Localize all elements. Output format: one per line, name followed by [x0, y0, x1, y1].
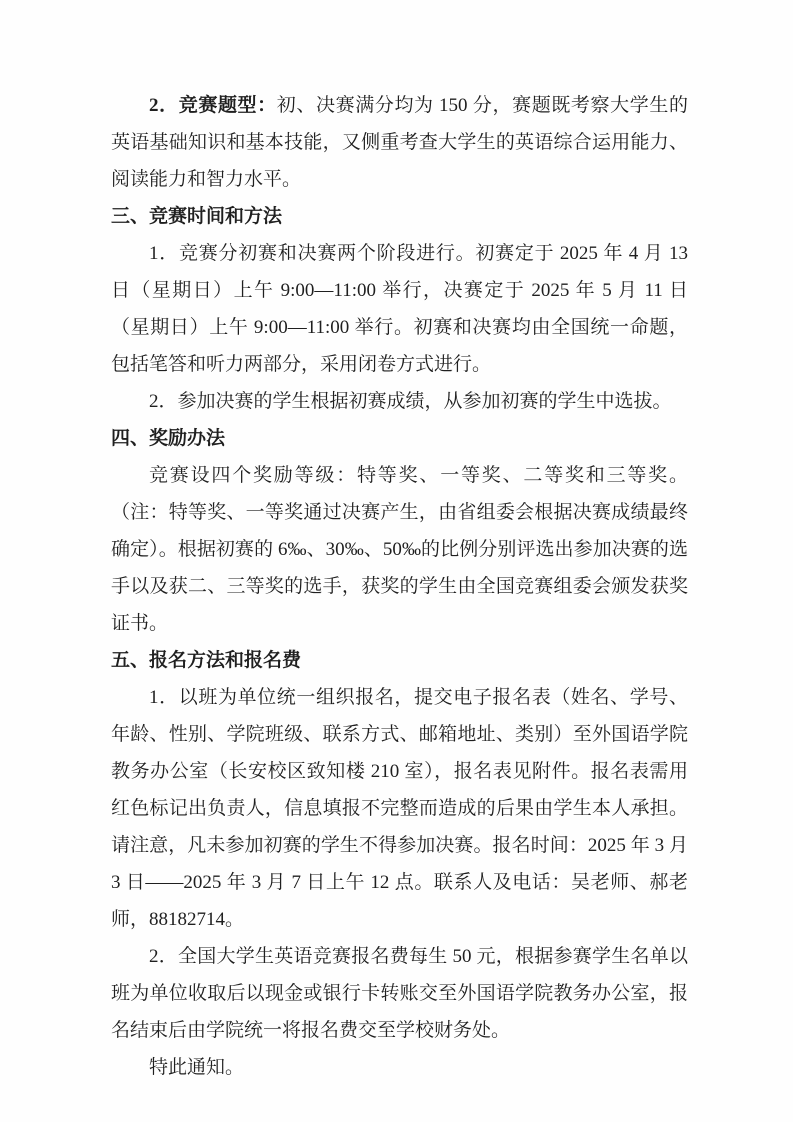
paragraph-time-method-2: 2．参加决赛的学生根据初赛成绩，从参加初赛的学生中选拔。	[149, 391, 672, 412]
paragraph-awards-body: 竞赛设四个奖励等级：特等奖、一等奖、二等奖和三等奖。（注：特等奖、一等奖通过决赛产生，由省组委会根据决赛成绩最终确定）。根据初赛的 6‰、30‰、50‰的比例分别评选出参加决赛的选手以及获二、三等奖的选手，获奖的学生由全国竞赛组委会颁发获奖证书。	[111, 465, 688, 634]
paragraph-time-method-1: 1．竞赛分初赛和决赛两个阶段进行。初赛定于 2025 年 4 月 13 日（星期日）上午 9:00—11:00 举行，决赛定于 2025 年 5 月 11 日（星期日）上午 9:00—11:00 举行。初赛和决赛均由全国统一命题，包括笔答和听力两部分，采用闭卷方式进行。	[111, 243, 688, 375]
section-heading-time-method: 三、竞赛时间和方法	[111, 206, 283, 227]
section-heading-awards: 四、奖励办法	[111, 428, 226, 449]
paragraph-registration-2: 2．全国大学生英语竞赛报名费每生 50 元，根据参赛学生名单以班为单位收取后以现金或银行卡转账交至外国语学院教务办公室，报名结束后由学院统一将报名费交至学校财务处。	[111, 946, 688, 1041]
paragraph-competition-format-label: 2．竞赛题型：	[149, 95, 277, 116]
paragraph-competition-format	[111, 87, 688, 198]
paragraph-registration-1: 1．以班为单位统一组织报名，提交电子报名表（姓名、学号、年龄、性别、学院班级、联系方式、邮箱地址、类别）至外国语学院教务办公室（长安校区致知楼 210 室），报名表见附件。报名表需用红色标记出负责人，信息填报不完整而造成的后果由学生本人承担。请注意，凡未参加初赛的学生不得参加决赛。报名时间：2025 年 3 月 3 日——2025 年 3 月 7 日上午 12 点。联系人及电话：吴老师、郝老师，88182714。	[111, 687, 688, 930]
paragraph-closing-notice: 特此通知。	[149, 1057, 245, 1078]
section-heading-registration: 五、报名方法和报名费	[111, 650, 302, 671]
paragraph-competition-format-text: 初、决赛满分均为 150 分，赛题既考察大学生的英语基础知识和基本技能，又侧重考查大学生的英语综合运用能力、阅读能力和智力水平。	[111, 95, 688, 190]
